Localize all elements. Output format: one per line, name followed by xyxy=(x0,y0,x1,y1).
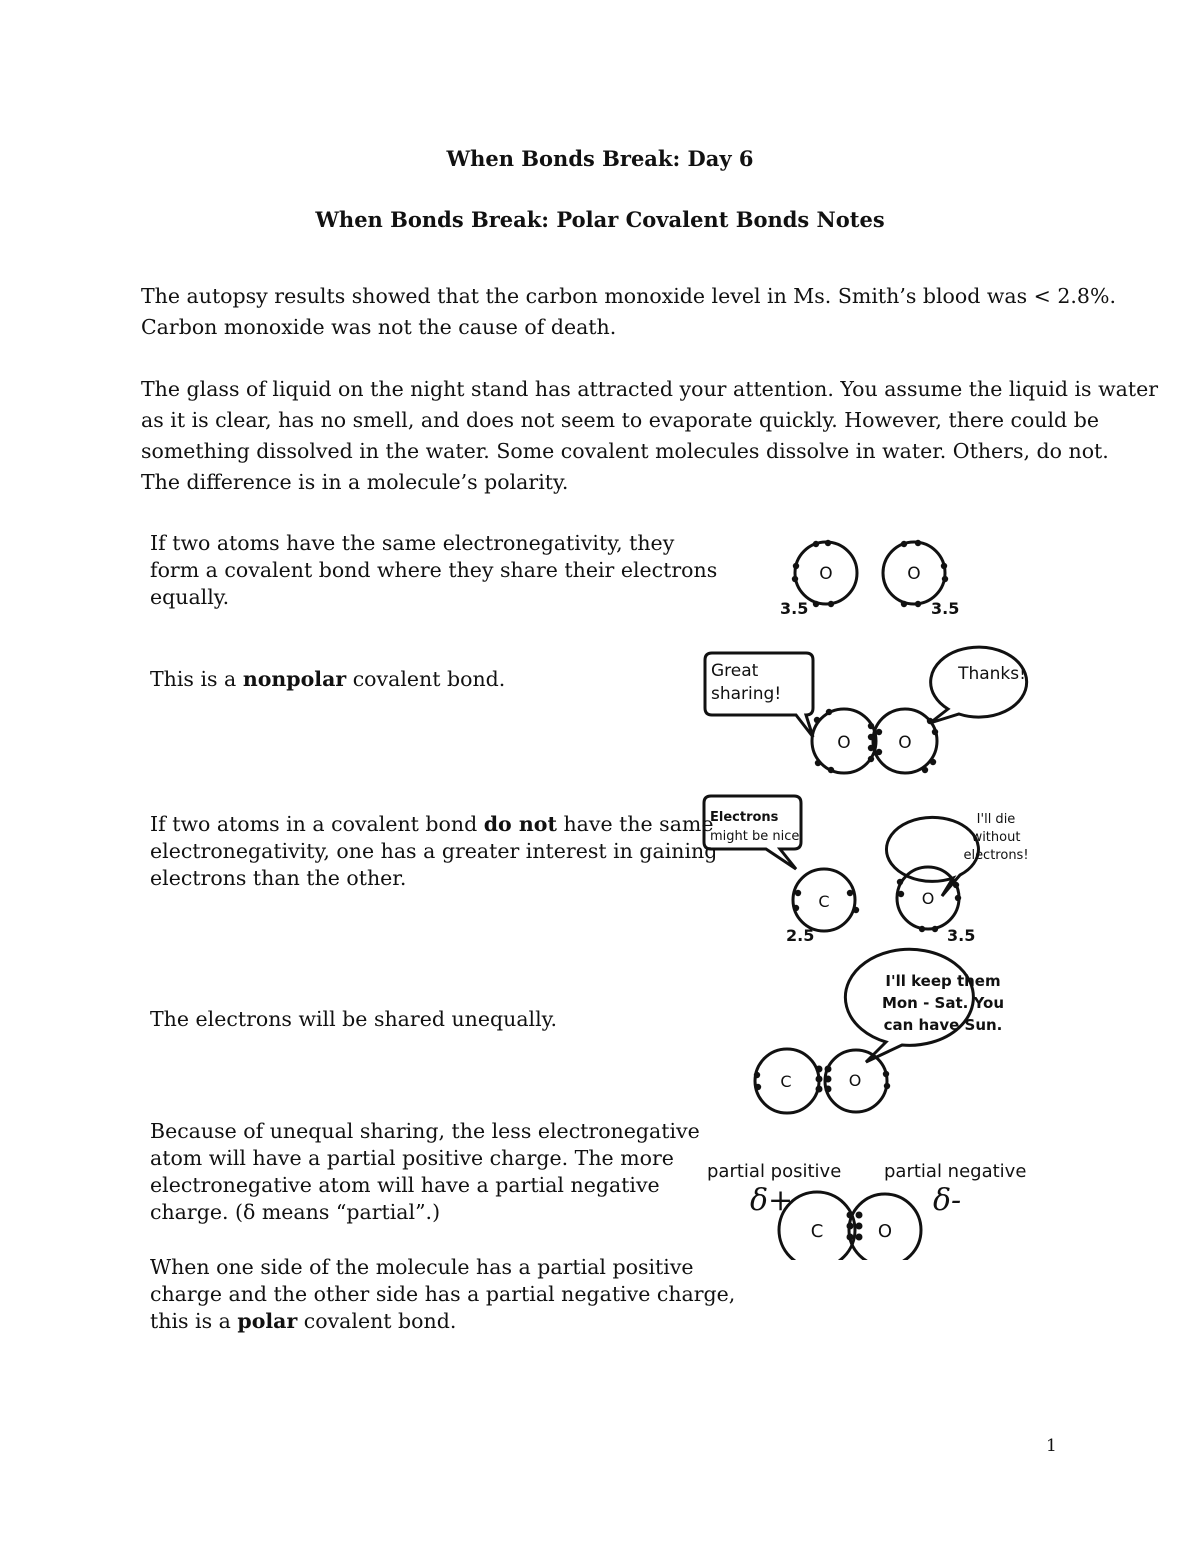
partial-positive-label: partial positive xyxy=(707,1161,842,1182)
text-line: something dissolved in the water. Some covalent molecules dissolve in water. Others, do not. xyxy=(141,439,1109,463)
text-fragment: This is a xyxy=(150,667,243,691)
delta-positive-symbol: δ+ xyxy=(750,1183,794,1218)
text-line: electrons than the other. xyxy=(150,866,407,890)
atom-label: O xyxy=(877,1221,893,1242)
atom-label: O xyxy=(898,733,912,753)
atom-label: C xyxy=(780,1072,792,1091)
speech-text: Electrons xyxy=(710,810,779,825)
text-fragment: have the same xyxy=(556,812,714,836)
speech-text: sharing! xyxy=(711,684,782,704)
speech-text: I'll keep them xyxy=(885,972,1001,990)
electronegativity-value: 3.5 xyxy=(780,599,809,618)
text-line: as it is clear, has no smell, and does not seem to evaporate quickly. However, there could be xyxy=(141,408,1099,432)
speech-bubble-right xyxy=(930,647,1027,723)
text-line: Carbon monoxide was not the cause of death. xyxy=(141,315,617,339)
nonpolar-term: nonpolar xyxy=(242,667,347,691)
different-electronegativity-text xyxy=(150,811,718,892)
speech-text: electrons! xyxy=(963,848,1029,863)
atom-label: C xyxy=(818,892,830,911)
text-line: charge. (δ means “partial”.) xyxy=(150,1200,441,1224)
electronegativity-value: 3.5 xyxy=(931,599,960,618)
partial-charge-text xyxy=(150,1118,710,1226)
text-line: electronegative atom will have a partial negative xyxy=(150,1173,660,1197)
atom-label: C xyxy=(810,1221,824,1242)
speech-text: might be nice. xyxy=(710,829,804,844)
same-electronegativity-text xyxy=(150,530,718,611)
nonpolar-text xyxy=(150,666,710,693)
atom-label: O xyxy=(848,1071,862,1090)
speech-text: without xyxy=(971,830,1021,845)
text-fragment: If two atoms in a covalent bond xyxy=(150,812,484,836)
intro-paragraph-2 xyxy=(141,374,1159,498)
text-line: Because of unequal sharing, the less electronegative xyxy=(150,1119,700,1143)
speech-text: Mon - Sat. You xyxy=(881,994,1005,1012)
text-line: The glass of liquid on the night stand has attracted your attention. You assume the liquid is water xyxy=(141,377,1159,401)
bond-diagrams xyxy=(690,520,1070,1260)
text-fragment: covalent bond. xyxy=(346,667,506,691)
notes-title: When Bonds Break: Polar Covalent Bonds Notes xyxy=(315,207,885,232)
text-line: form a covalent bond where they share their electrons xyxy=(150,558,718,582)
text-fragment: covalent bond. xyxy=(297,1309,457,1333)
text-line: charge and the other side has a partial negative charge, xyxy=(150,1282,736,1306)
intro-paragraph-1 xyxy=(141,281,1116,343)
do-not-term: do not xyxy=(483,812,557,836)
delta-negative-symbol: δ- xyxy=(933,1183,962,1218)
page-title: When Bonds Break: Day 6 xyxy=(446,146,754,171)
text-line: If two atoms have the same electronegativity, they xyxy=(150,531,675,555)
text-line: When one side of the molecule has a partial positive xyxy=(150,1255,694,1279)
speech-text: I'll die xyxy=(976,812,1016,827)
speech-text: Thanks! xyxy=(958,664,1026,684)
polar-term: polar xyxy=(237,1309,298,1333)
text-line: atom will have a partial positive charge. The more xyxy=(150,1146,674,1170)
speech-text: can have Sun. xyxy=(883,1016,1003,1034)
atom-label: O xyxy=(907,564,921,584)
electronegativity-value: 3.5 xyxy=(947,926,976,945)
atom-label: O xyxy=(921,889,935,908)
unequal-sharing-text xyxy=(150,1006,710,1033)
text-line: equally. xyxy=(150,585,230,609)
partial-negative-label: partial negative xyxy=(884,1161,1027,1182)
speech-text: Great xyxy=(711,661,759,681)
page-number: 1 xyxy=(1046,1436,1057,1456)
text-line: electronegativity, one has a greater interest in gaining xyxy=(150,839,718,863)
polar-text xyxy=(150,1254,736,1335)
atom-label: O xyxy=(819,564,833,584)
text-line: The difference is in a molecule’s polarity. xyxy=(141,470,569,494)
text-fragment: this is a xyxy=(150,1309,238,1333)
diagram-separate-oxygen-atoms xyxy=(795,542,945,604)
electronegativity-value: 2.5 xyxy=(786,926,815,945)
atom-label: O xyxy=(837,733,851,753)
text-line: The electrons will be shared unequally. xyxy=(150,1007,558,1031)
text-line: The autopsy results showed that the carbon monoxide level in Ms. Smith’s blood was < 2.8%. xyxy=(141,284,1116,308)
